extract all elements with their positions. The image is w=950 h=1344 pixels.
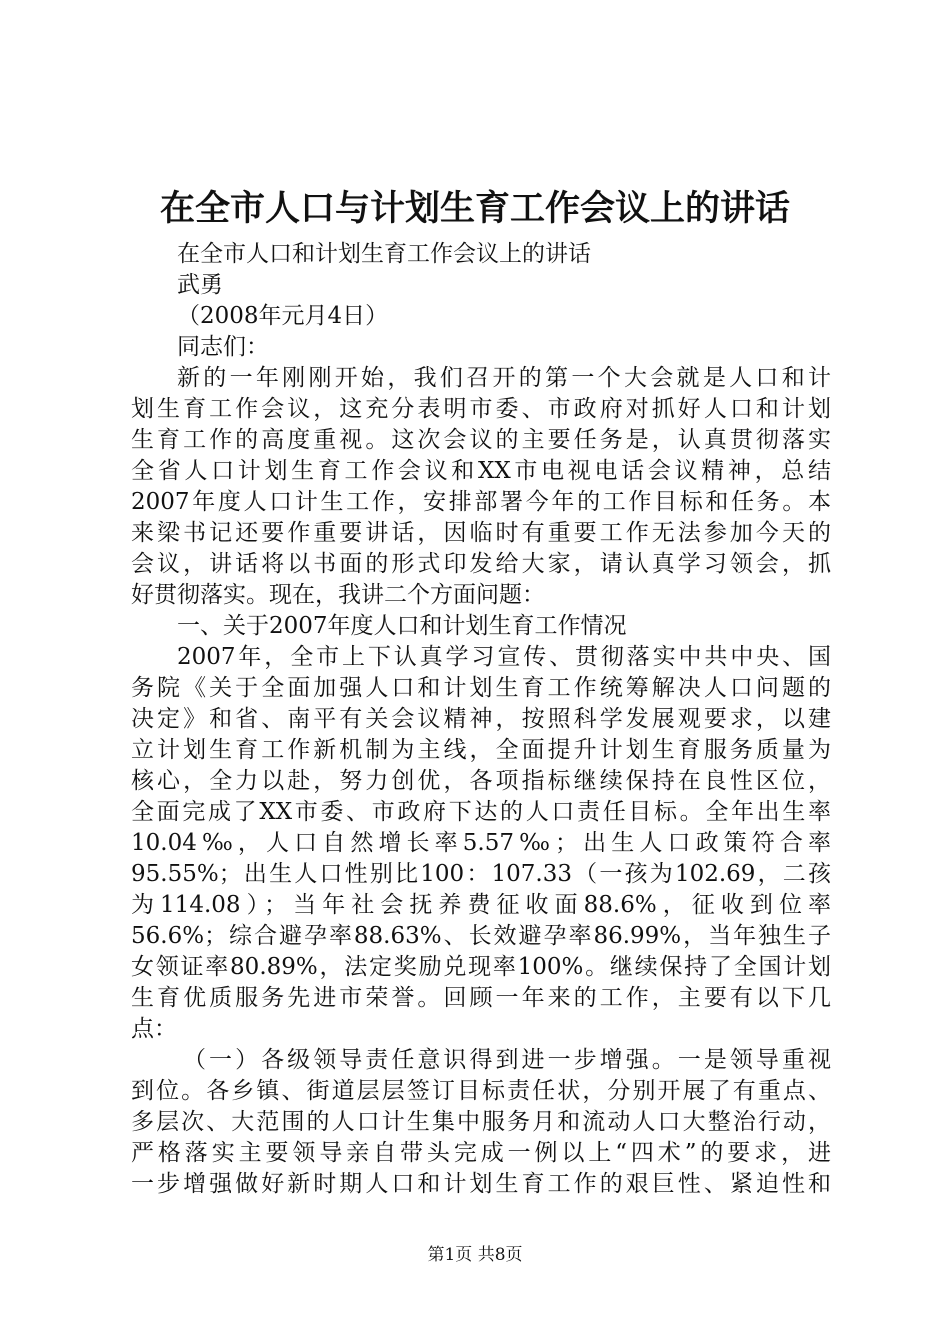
paragraph-line: 核心，全力以赴，努力创优，各项指标继续保持在良性区位， [131,768,831,794]
paragraph-line: 2007年度人口计生工作，安排部署今年的工作目标和任务。本 [131,489,831,515]
paragraph-line: 全面完成了XX市委、市政府下达的人口责任目标。全年出生率 [131,799,831,825]
paragraph-line: （一）各级领导责任意识得到进一步增强。一是领导重视 [183,1047,831,1073]
paragraph-line: 生育优质服务先进市荣誉。回顾一年来的工作，主要有以下几 [131,985,831,1011]
speech-date: （2008年元月4日） [177,303,389,329]
paragraph-line: 划生育工作会议，这充分表明市委、市政府对抓好人口和计划 [131,396,831,422]
paragraph-line: 来梁书记还要作重要讲话，因临时有重要工作无法参加今天的 [131,520,831,546]
paragraph-line: 95.55%；出生人口性别比100：107.33（一孩为102.69，二孩 [131,861,831,887]
speaker-name: 武勇 [177,272,223,298]
paragraph-line: 56.6%；综合避孕率88.63%、长效避孕率86.99%，当年独生子 [131,923,831,949]
document-body [131,239,831,1200]
paragraph-line: 全省人口计划生育工作会议和XX市电视电话会议精神，总结 [131,458,831,484]
section-heading: 一、关于2007年度人口和计划生育工作情况 [177,613,627,639]
paragraph-line: 立计划生育工作新机制为主线，全面提升计划生育服务质量为 [131,737,831,763]
paragraph-line: 新的一年刚刚开始，我们召开的第一个大会就是人口和计 [177,365,831,391]
paragraph-line: 会议，讲话将以书面的形式印发给大家，请认真学习领会，抓 [131,551,831,577]
page-number: 第1页 共8页 [427,1245,523,1265]
paragraph-line: 生育工作的高度重视。这次会议的主要任务是，认真贯彻落实 [131,427,831,453]
document-title: 在全市人口与计划生育工作会议上的讲话 [159,188,790,229]
paragraph-line: 好贯彻落实。现在，我讲二个方面问题： [131,582,545,608]
paragraph-line: 女领证率80.89%，法定奖励兑现率100%。继续保持了全国计划 [131,954,831,980]
paragraph-line: 10.04‰，人口自然增长率5.57‰；出生人口政策符合率 [131,830,831,856]
paragraph-line: 严格落实主要领导亲自带头完成一例以上“四术”的要求，进 [131,1140,831,1166]
paragraph-line: 为114.08）；当年社会抚养费征收面88.6%，征收到位率 [131,892,831,918]
salutation: 同志们： [177,334,269,360]
paragraph-line: 到位。各乡镇、街道层层签订目标责任状，分别开展了有重点、 [131,1078,831,1104]
subtitle-line: 在全市人口和计划生育工作会议上的讲话 [177,241,591,267]
paragraph-line: 决定》和省、南平有关会议精神，按照科学发展观要求，以建 [131,706,831,732]
paragraph-line: 务院《关于全面加强人口和计划生育工作统筹解决人口问题的 [131,675,831,701]
paragraph-line: 2007年，全市上下认真学习宣传、贯彻落实中共中央、国 [177,644,831,670]
paragraph-line: 点： [131,1016,177,1042]
paragraph-line: 多层次、大范围的人口计生集中服务月和流动人口大整治行动， [131,1109,831,1135]
paragraph-line: 一步增强做好新时期人口和计划生育工作的艰巨性、紧迫性和 [131,1171,831,1197]
